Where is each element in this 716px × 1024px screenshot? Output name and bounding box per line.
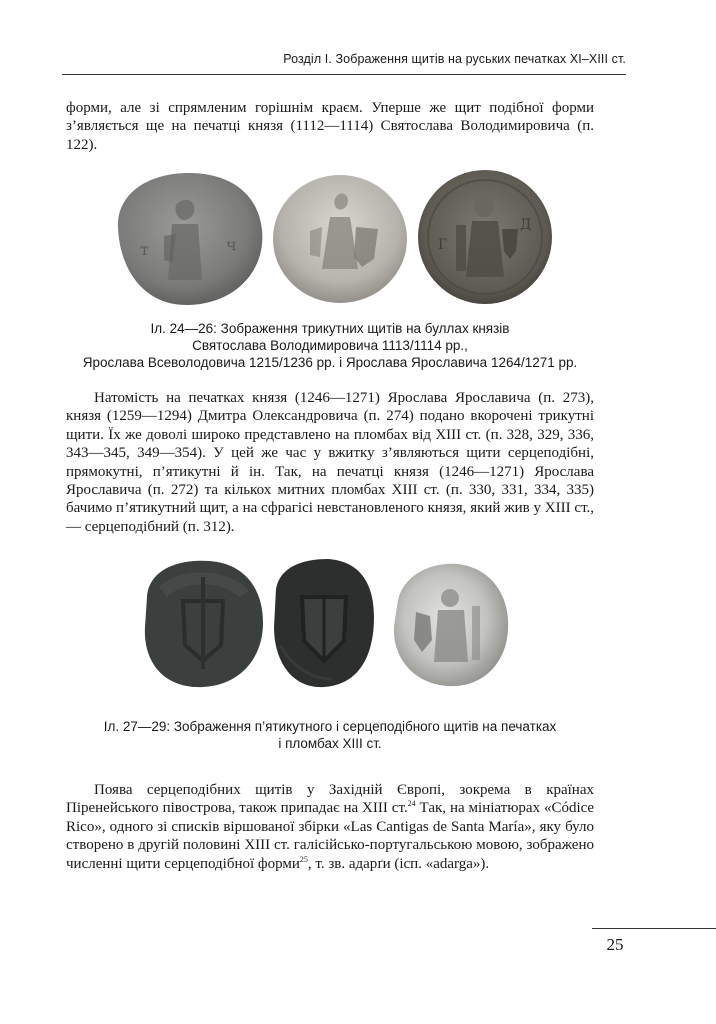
paragraph-3-text-2: Так, на мініатюрах «Códice Rico», одного зі списків віршованої збірки «Las Cantigas de Santa María», яку було створено в другій половині ХІІІ ст. галісійсько-португальською мовою, зображено численні щити серцеподібної форми (66, 800, 594, 872)
svg-text:Д: Д (520, 217, 532, 233)
paragraph-3-text-3: , т. зв. адарґи (ісп. «adarga»). (307, 855, 490, 872)
seal-image-27 (139, 557, 267, 689)
paragraph-3-text-1: Поява серцеподібних щитів у Західній Європі, зокрема в країнах Піренейського півострова, також припадає на ХІІІ ст. (66, 782, 594, 817)
seal-image-26 (416, 167, 554, 307)
figure-1-caption-line-3: Ярослава Всеволодовича 1215/1236 рр. і Ярослава Ярославича 1264/1271 рр. (82, 355, 578, 370)
footer-divider (592, 928, 716, 929)
svg-text:Г: Г (438, 237, 448, 253)
seal-image-24 (106, 170, 266, 308)
header-divider (62, 74, 626, 75)
paragraph-1: форми, але зі спрямленим горішнім краєм. Уперше же щит подібної форми з’являється ще на печатці князя (1112—1114) Святослава Володимировича (п. 122). (66, 100, 594, 153)
seal-image-25 (270, 167, 410, 307)
svg-text:ч: ч (226, 235, 237, 254)
seal-image-29 (388, 560, 514, 690)
figure-2-caption-line-2: і пломбах ХІІІ ст. (278, 736, 382, 751)
running-header: Розділ І. Зображення щитів на руських печатках ХІ–ХІІІ ст. (283, 52, 626, 66)
footnote-ref-24[interactable]: 24 (407, 799, 416, 809)
svg-text:т: т (140, 240, 149, 259)
seal-image-28 (272, 557, 376, 689)
footnote-ref-25[interactable]: 25 (299, 854, 308, 864)
figure-2-caption-line-1: Іл. 27—29: Зображення п’ятикутного і серцеподібного щитів на печатках (103, 719, 557, 734)
figure-1-caption-line-1: Іл. 24—26: Зображення трикутних щитів на буллах князів (150, 321, 510, 336)
page-number: 25 (606, 935, 624, 954)
figure-1-caption (66, 320, 594, 371)
paragraph-2: Натомість на печатках князя (1246—1271) Ярослава Ярославича (п. 273), князя (1259—1294) Дмитра Олександровича (п. 274) подано вкорочені трикутні щити. Їх же доволі широко представлено на пломбах від ХІІІ ст. (п. 328, 329, 336, 343—345, 349—354). У цей же час у вжитку з’являються щити серцеподібні, прямокутні, п’ятикутні й ін. Так, на печатці князя (1246—1271) Ярослава Ярославича (п. 272) та кількох митних пломбах ХІІІ ст. (п. 330, 331, 334, 335) бачимо п’ятикутний щит, а на сфрагісі невстановленого князя, який жив у ХІІІ ст., — серцеподібний (п. 312). (66, 390, 594, 535)
paragraph-3 (66, 781, 594, 873)
figure-1-caption-line-2: Святослава Володимировича 1113/1114 рр., (192, 338, 468, 353)
figure-2-caption (66, 718, 594, 752)
